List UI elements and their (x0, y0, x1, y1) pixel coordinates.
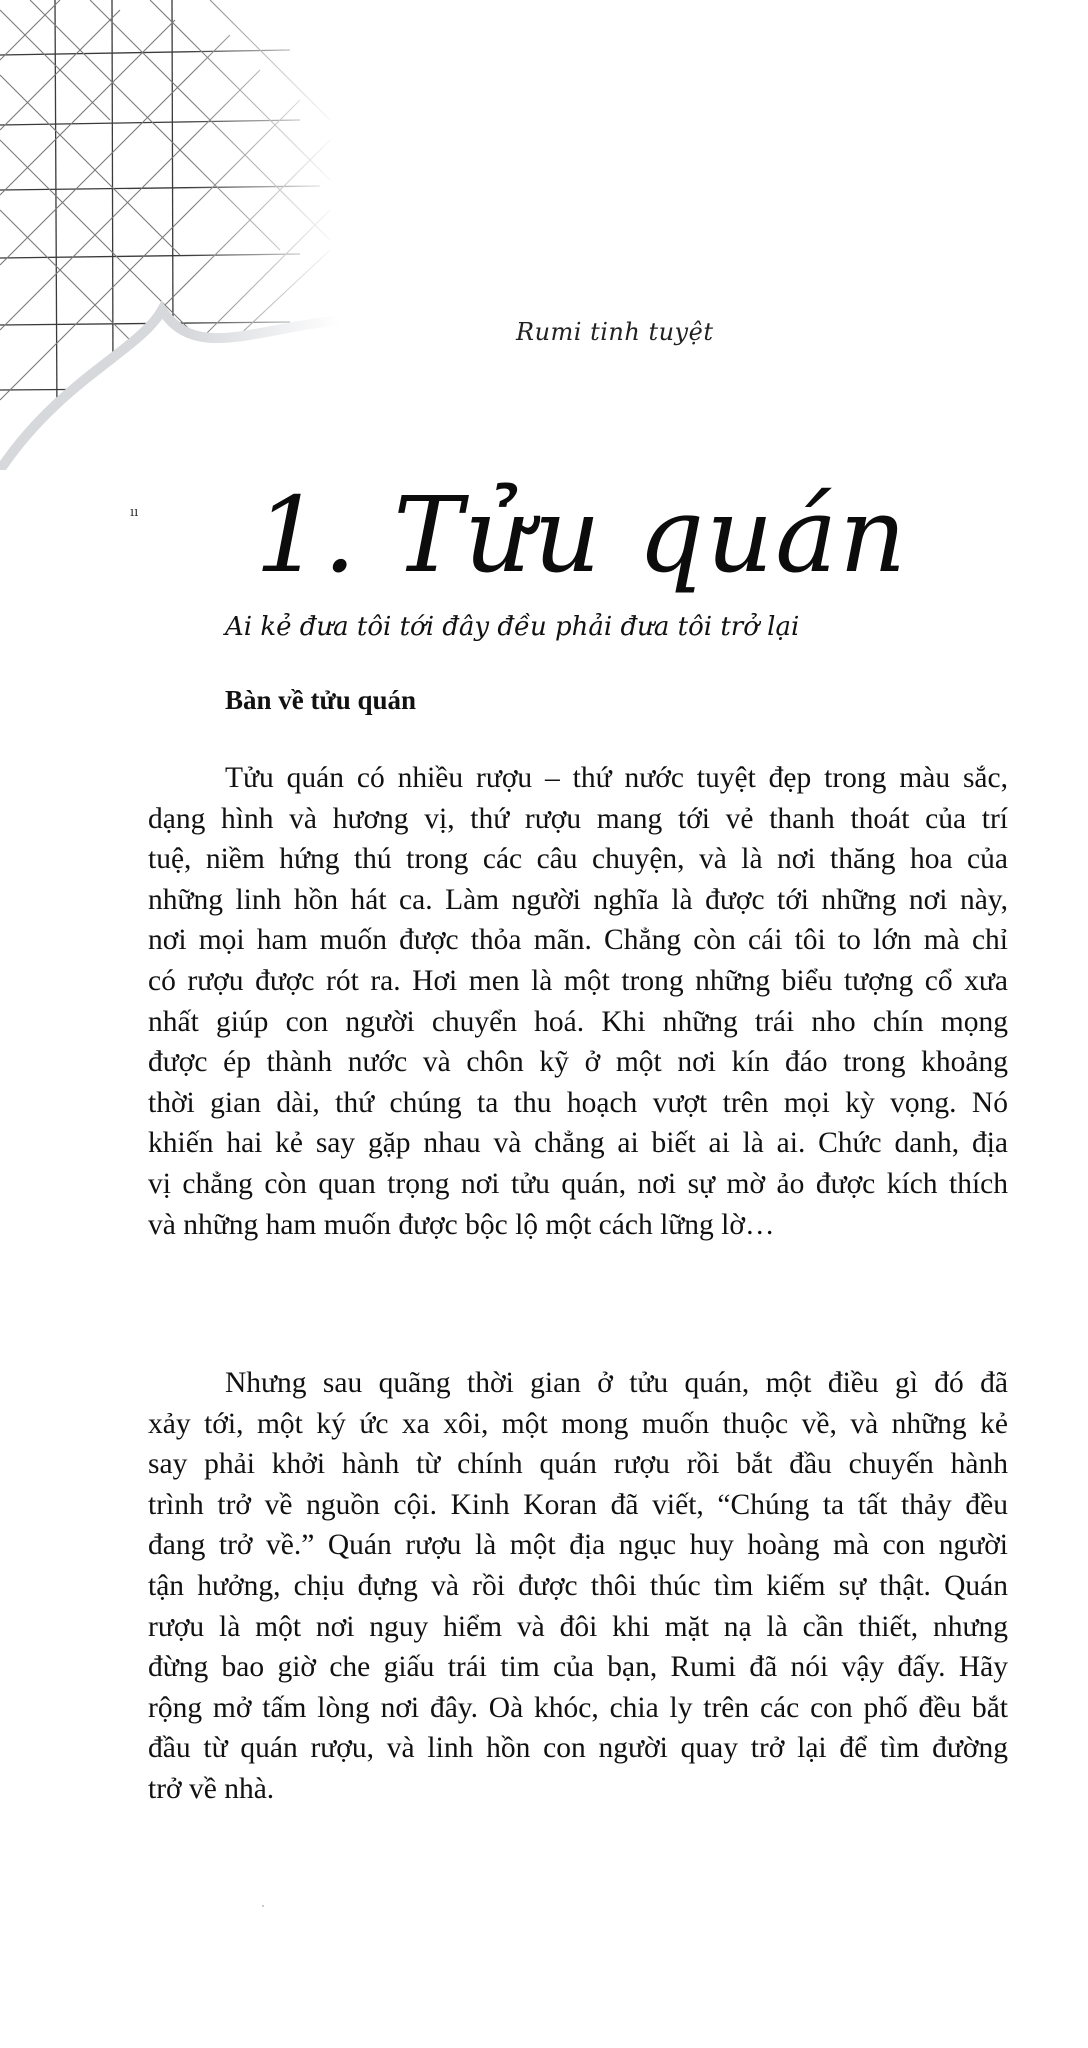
text-line: nơi mọi ham muốn được thỏa mãn. Chẳng còn cái tôi to lớn mà chỉ (148, 924, 1008, 957)
chapter-title: 1. Tửu quán (255, 474, 909, 596)
text-line: khiến hai kẻ say gặp nhau và chẳng ai biết ai là ai. Chức danh, địa (148, 1127, 1008, 1160)
chapter-epigraph: Ai kẻ đưa tôi tới đây đều phải đưa tôi trở lại (225, 612, 800, 642)
text-line: đang trở về.” Quán rượu là một địa ngục huy hoàng mà con người (148, 1529, 1008, 1562)
section-heading: Bàn về tửu quán (225, 685, 417, 715)
text-line: trở về nhà. (148, 1772, 275, 1805)
text-line: đầu từ quán rượu, và linh hồn con người quay trở lại để tìm đường (148, 1732, 1008, 1765)
text-line: Nhưng sau quãng thời gian ở tửu quán, một điều gì đó đã (225, 1367, 1008, 1399)
geometric-lattice-decoration (0, 0, 340, 470)
text-line: thời gian dài, thứ chúng ta thu hoạch vượt trên mọi kỳ vọng. Nó (148, 1086, 1008, 1119)
text-line: được ép thành nước và chôn kỹ ở một nơi kín đáo trong khoảng (148, 1046, 1008, 1079)
text-line: vị chẳng còn quan trọng nơi tửu quán, nơi sự mờ ảo được kích thích (148, 1167, 1008, 1200)
text-line: tận hưởng, chịu đựng và rồi được thôi thúc tìm kiếm sự thật. Quán (148, 1569, 1008, 1602)
text-line: trình trở về nguồn cội. Kinh Koran đã viết, “Chúng ta tất thảy đều (148, 1488, 1008, 1521)
text-line: nhất giúp con người chuyển hoá. Khi những trái nho chín mọng (148, 1005, 1008, 1038)
text-line: đừng bao giờ che giấu trái tim của bạn, Rumi đã nói vậy đấy. Hãy (148, 1651, 1008, 1684)
text-line: rượu là một nơi nguy hiểm và đôi khi mặt nạ là cần thiết, nhưng (148, 1610, 1008, 1643)
text-line: tuệ, niềm hứng thú trong các câu chuyện, và là nơi thăng hoa của (148, 843, 1008, 876)
paragraph-1 (148, 758, 1008, 1245)
page-number: ıı (130, 505, 139, 520)
text-line: xảy tới, một ký ức xa xôi, một mong muốn thuộc về, và những kẻ (148, 1407, 1008, 1440)
print-speck (262, 1905, 264, 1907)
text-line: có rượu được rót ra. Hơi men là một trong những biểu tượng cổ xưa (148, 964, 1008, 997)
text-line: và những ham muốn được bộc lộ một cách lững lờ… (148, 1208, 775, 1241)
running-head: Rumi tinh tuyệt (516, 318, 714, 346)
paragraph-2 (148, 1363, 1008, 1810)
text-line: say phải khởi hành từ chính quán rượu rồi bắt đầu chuyến hành (148, 1448, 1008, 1481)
text-line: những linh hồn hát ca. Làm người nghĩa là được tới những nơi này, (148, 883, 1008, 916)
text-line: Tửu quán có nhiều rượu – thứ nước tuyệt đẹp trong màu sắc, (225, 762, 1008, 794)
text-line: dạng hình và hương vị, thứ rượu mang tới vẻ thanh thoát của trí (148, 802, 1008, 835)
text-line: rộng mở tấm lòng nơi đây. Oà khóc, chia ly trên các con phố đều bắt (148, 1691, 1008, 1724)
